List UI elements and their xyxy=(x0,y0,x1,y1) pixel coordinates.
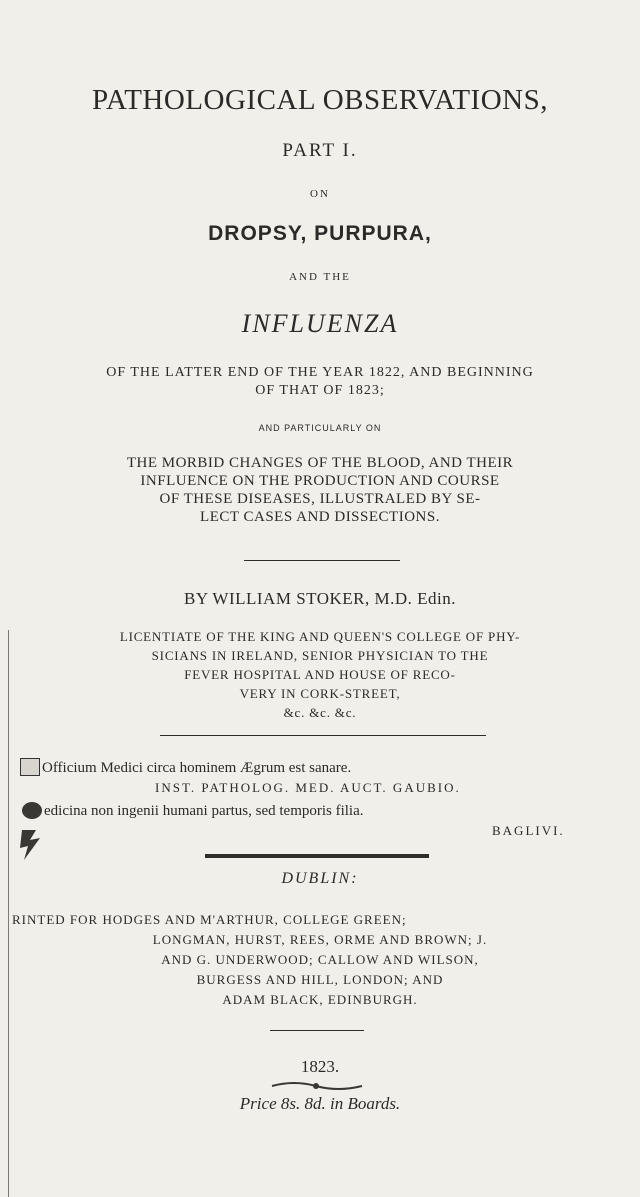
city-label: DUBLIN: xyxy=(281,870,359,887)
imprint-line: ADAM BLACK, EDINBURGH. xyxy=(222,992,418,1007)
quote-1-source: INST. PATHOLOG. MED. AUCT. GAUBIO. xyxy=(155,780,461,795)
on-label: ON xyxy=(310,188,330,200)
period-line-1: OF THE LATTER END OF THE YEAR 1822, AND BEGINNING xyxy=(106,365,534,380)
imprint-line: AND G. UNDERWOOD; CALLOW AND WILSON, xyxy=(161,952,479,967)
printer-ornament xyxy=(14,826,52,868)
year: 1823. xyxy=(300,1057,340,1076)
influenza-title: INFLUENZA xyxy=(241,309,399,338)
imprint-line: LONGMAN, HURST, REES, ORME AND BROWN; J. xyxy=(152,932,488,947)
ornament-initial-o xyxy=(20,758,40,776)
author-line: BY WILLIAM STOKER, M.D. Edin. xyxy=(183,589,456,608)
part-label: PART I. xyxy=(282,140,358,161)
book-title: PATHOLOGICAL OBSERVATIONS, xyxy=(92,84,548,116)
imprint-line: BURGESS AND HILL, LONDON; AND xyxy=(196,972,444,987)
subject-title: DROPSY, PURPURA, xyxy=(208,222,432,245)
credentials-line: LICENTIATE OF THE KING AND QUEEN'S COLLEGE OF PHY- xyxy=(119,629,521,644)
ornament-initial-m xyxy=(22,802,42,819)
credentials-line: VERY IN CORK-STREET, xyxy=(239,686,401,701)
flourish-ornament xyxy=(270,1080,364,1092)
divider-rule xyxy=(160,735,486,736)
credentials-line: SICIANS IN IRELAND, SENIOR PHYSICIAN TO THE xyxy=(151,648,489,663)
and-the-label: AND THE xyxy=(289,271,351,283)
particularly-label: AND PARTICULARLY ON xyxy=(258,423,382,433)
quote-2: edicina non ingenii humani partus, sed temporis filia. xyxy=(44,803,364,819)
description-line: LECT CASES AND DISSECTIONS. xyxy=(200,509,440,525)
period-line-2: OF THAT OF 1823; xyxy=(255,383,385,398)
quote-2-source: BAGLIVI. xyxy=(492,823,565,838)
credentials-line: &c. &c. &c. xyxy=(283,705,357,720)
double-rule xyxy=(205,854,429,858)
imprint-line: RINTED FOR HODGES AND M'ARTHUR, COLLEGE GREEN; xyxy=(12,912,407,927)
description-line: THE MORBID CHANGES OF THE BLOOD, AND THEIR xyxy=(126,455,514,471)
description-line: OF THESE DISEASES, ILLUSTRALED BY SE- xyxy=(159,491,481,507)
divider-rule xyxy=(270,1030,364,1031)
credentials-line: FEVER HOSPITAL AND HOUSE OF RECO- xyxy=(184,667,456,682)
quote-1: Officium Medici circa hominem Ægrum est sanare. xyxy=(42,760,352,776)
price-line: Price 8s. 8d. in Boards. xyxy=(239,1094,401,1113)
description-line: INFLUENCE ON THE PRODUCTION AND COURSE xyxy=(140,473,500,489)
divider-rule xyxy=(244,560,400,561)
